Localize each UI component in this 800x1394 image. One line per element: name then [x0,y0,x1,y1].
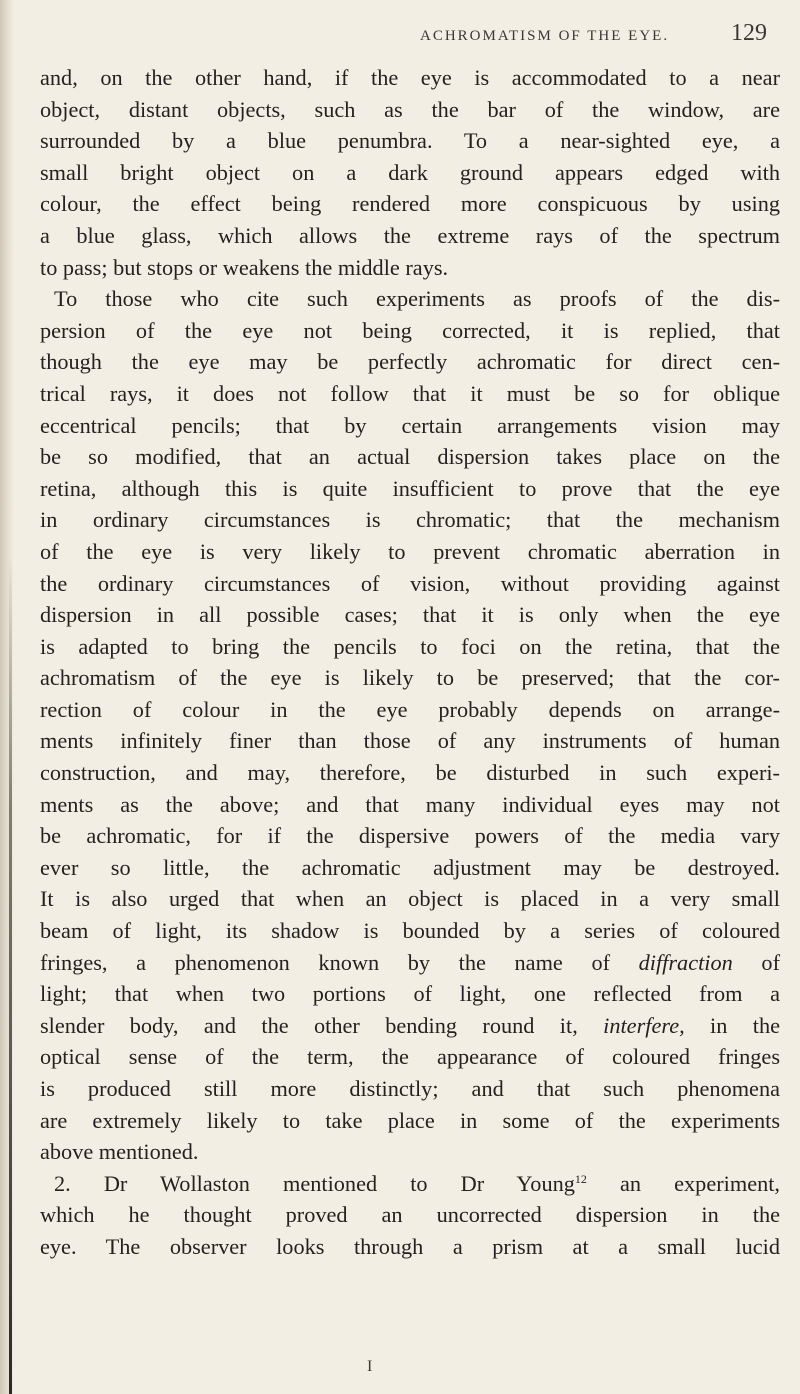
text-line: beam of light, its shadow is bounded by a series of coloured [40,918,780,944]
text-line: be so modified, that an actual dispersion takes place on the [40,444,780,470]
page-number: 129 [731,20,767,46]
text-line [40,947,780,979]
text-line: eye. The observer looks through a prism at a small lucid [40,1233,780,1259]
text-line [40,1010,780,1042]
text-line: the ordinary circumstances of vision, without providing against [40,570,780,596]
text-line: a blue glass, which allows the extreme rays of the spectrum [40,222,780,248]
text-line: which he thought proved an uncorrected dispersion in the [40,1202,780,1228]
text-line [40,1168,780,1200]
text-line: though the eye may be perfectly achromatic for direct cen- [40,349,780,375]
text-line: optical sense of the term, the appearance of coloured fringes [40,1044,780,1070]
text-line: achromatism of the eye is likely to be preserved; that the cor- [40,665,780,691]
running-title: ACHROMATISM OF THE EYE. [420,28,670,44]
text-line: in ordinary circumstances is chromatic; that the mechanism [40,507,780,533]
text-line: is produced still more distinctly; and that such phenomena [40,1076,780,1101]
text-line: to pass; but stops or weakens the middle rays. [40,254,449,280]
text-line: eccentrical pencils; that by certain arrangements vision may [40,412,780,438]
text-run: fringes, a phenomenon known by the name of [40,949,639,975]
page-body [40,62,780,1263]
text-line: surrounded by a blue penumbra. To a near-sighted eye, a [40,128,780,154]
text-line: object, distant objects, such as the bar of the window, are [40,96,780,122]
footnote-ref: 12 [574,1171,587,1186]
text-line: is adapted to bring the pencils to foci on the retina, that the [40,633,780,659]
text-line: ever so little, the achromatic adjustment may be destroyed. [40,854,780,880]
signature-mark: I [367,1358,373,1375]
text-line: ments infinitely finer than those of any instruments of human [40,728,780,754]
text-line: light; that when two portions of light, one reflected from a [40,981,780,1007]
text-line: above mentioned. [40,1139,199,1165]
text-line: are extremely likely to take place in some of the experiments [40,1107,780,1133]
text-line: To those who cite such experiments as proofs of the dis- [54,286,780,312]
italic-term-interfere: interfere, [603,1012,685,1038]
text-run: of [732,949,780,975]
text-line: ments as the above; and that many individual eyes may not [40,791,780,817]
text-line: trical rays, it does not follow that it must be so for oblique [40,380,780,406]
text-run: an experiment, [586,1170,781,1196]
text-line: It is also urged that when an object is placed in a very small [40,886,780,912]
italic-term-diffraction: diffraction [638,949,733,975]
binding-edge [9,555,12,1394]
text-line: persion of the eye not being corrected, it is replied, that [40,317,780,343]
text-line: of the eye is very likely to prevent chromatic aberration in [40,538,780,564]
text-line: be achromatic, for if the dispersive powers of the media vary [40,823,780,849]
text-run: slender body, and the other bending round it, [40,1012,604,1038]
text-line: retina, although this is quite insufficient to prove that the eye [40,475,780,501]
text-line: colour, the effect being rendered more conspicuous by using [40,191,780,217]
text-line: small bright object on a dark ground appears edged with [40,159,780,185]
text-line: and, on the other hand, if the eye is accommodated to a near [40,65,780,90]
text-run: in the [684,1012,780,1038]
text-run: 2. Dr Wollaston mentioned to Dr Young [54,1170,575,1196]
text-line: construction, and may, therefore, be disturbed in such experi- [40,760,780,786]
text-line: dispersion in all possible cases; that it is only when the eye [40,602,780,628]
text-line: rection of colour in the eye probably depends on arrange- [40,696,780,722]
